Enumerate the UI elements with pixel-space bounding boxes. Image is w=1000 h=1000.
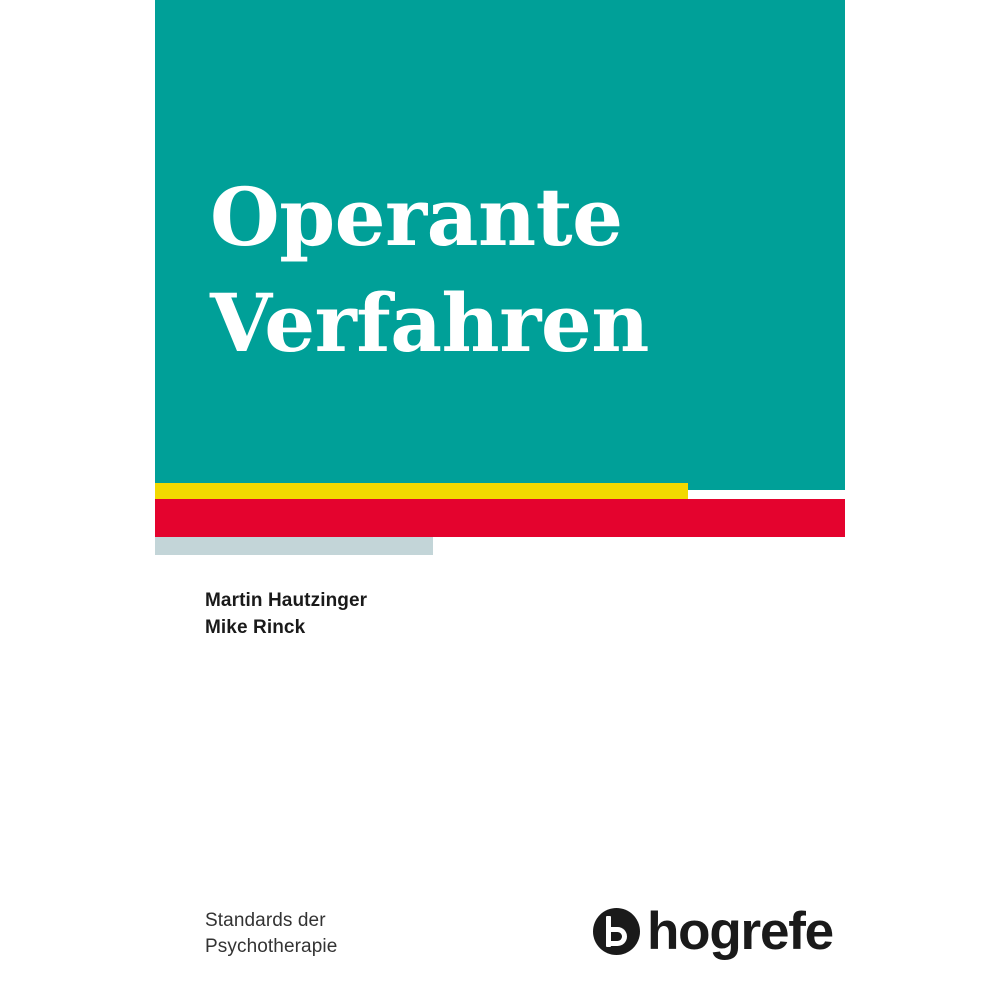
title-panel — [155, 0, 845, 490]
series-line-1: Standards der — [205, 910, 326, 931]
publisher-name: hogrefe — [647, 901, 833, 961]
publisher-logo — [593, 903, 833, 959]
series-line-2: Psychotherapie — [205, 935, 338, 957]
hogrefe-circle-h-icon — [593, 908, 640, 955]
accent-bar-yellow — [155, 483, 688, 499]
author-list — [205, 588, 367, 642]
title-line-2: Verfahren — [210, 275, 649, 370]
accent-bar-grey — [155, 537, 433, 555]
title-line-1: Operante — [210, 170, 623, 264]
author-name: Martin Hautzinger — [205, 590, 368, 611]
accent-bar-red — [155, 499, 845, 537]
book-title — [210, 165, 830, 376]
series-label — [205, 908, 337, 959]
author-name: Mike Rinck — [205, 616, 306, 638]
